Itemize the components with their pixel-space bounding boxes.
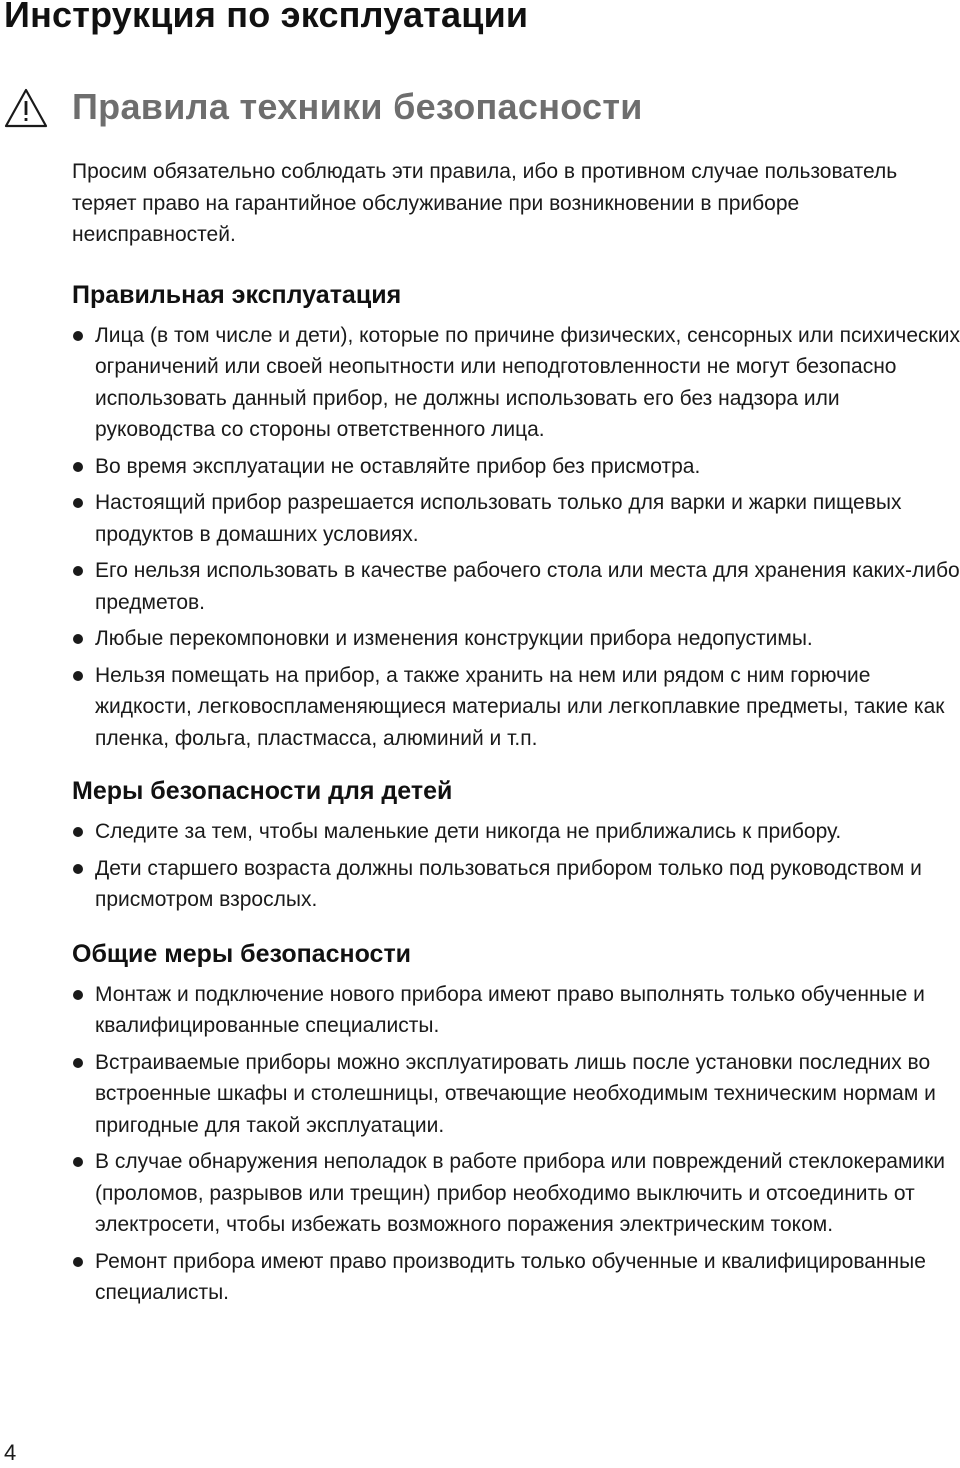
list-item	[72, 555, 960, 618]
page-number: 4	[4, 1440, 17, 1465]
list-item-text: Дети старшего возраста должны пользоваться прибором только под руководством и присмотром взрослых.	[95, 856, 922, 911]
list-item-text: Его нельзя использовать в качестве рабочего стола или места для хранения каких-либо предметов.	[95, 559, 960, 614]
section-title: Правила техники безопасности	[72, 86, 643, 127]
list-item-text: Монтаж и подключение нового прибора имеют право выполнять только обученные и квалифицированные специалисты.	[95, 982, 925, 1037]
list-item	[72, 853, 960, 916]
list-item	[72, 979, 960, 1042]
warning-triangle-icon	[4, 88, 48, 128]
bullet-icon	[73, 498, 83, 508]
bullet-icon	[73, 566, 83, 576]
list-item	[72, 320, 960, 446]
proper-use-list	[72, 320, 960, 755]
bullet-icon	[73, 1157, 83, 1167]
list-item	[72, 1146, 960, 1241]
list-item	[72, 816, 960, 848]
child-safety-list	[72, 816, 960, 916]
bullet-icon	[73, 1058, 83, 1068]
content	[72, 156, 960, 1314]
bullet-icon	[73, 990, 83, 1000]
list-item-text: Любые перекомпоновки и изменения конструкции прибора недопустимы.	[95, 627, 813, 650]
list-item	[72, 1246, 960, 1309]
list-item	[72, 487, 960, 550]
list-item-text: Во время эксплуатации не оставляйте прибор без присмотра.	[95, 454, 701, 478]
bullet-icon	[73, 462, 83, 472]
list-item-text: Встраиваемые приборы можно эксплуатировать лишь после установки последних во встроенные шкафы и столешницы, отвечающие необходимым техническим нормам и пригодные для такой эксплуатации.	[95, 1050, 936, 1137]
bullet-icon	[73, 864, 83, 874]
general-safety-list	[72, 979, 960, 1309]
list-item	[72, 660, 960, 755]
list-item-text: Следите за тем, чтобы маленькие дети никогда не приближались к прибору.	[95, 820, 842, 843]
bullet-icon	[73, 671, 83, 681]
list-item	[72, 623, 960, 655]
subheading-proper-use: Правильная эксплуатация	[72, 280, 402, 309]
bullet-icon	[73, 634, 83, 644]
list-item-text: В случае обнаружения неполадок в работе прибора или повреждений стеклокерамики (проломов, разрывов или трещин) прибор необходимо выключить и отсоединить от электросети, чтобы избежать возможного поражения электрическим током.	[95, 1150, 946, 1236]
subheading-child-safety: Меры безопасности для детей	[72, 777, 453, 805]
list-item	[72, 451, 960, 483]
list-item	[72, 1047, 960, 1142]
bullet-icon	[73, 331, 83, 341]
page-title: Инструкция по эксплуатации	[4, 0, 529, 35]
bullet-icon	[73, 1257, 83, 1267]
subheading-general-safety: Общие меры безопасности	[72, 939, 412, 968]
list-item-text: Ремонт прибора имеют право производить только обученные и квалифицированные специалисты.	[95, 1249, 926, 1304]
list-item-text: Настоящий прибор разрешается использовать только для варки и жарки пищевых продуктов в домашних условиях.	[95, 491, 902, 546]
bullet-icon	[73, 827, 83, 837]
list-item-text: Нельзя помещать на прибор, а также хранить на нем или рядом с ним горючие жидкости, легковоспламеняющиеся материалы или легкоплавкие предметы, такие как пленка, фольга, пластмасса, алюминий и т.п.	[95, 663, 945, 750]
intro-paragraph: Просим обязательно соблюдать эти правила, ибо в противном случае пользователь теряет право на гарантийное обслуживание при возникновении в приборе неисправностей.	[72, 160, 898, 246]
list-item-text: Лица (в том числе и дети), которые по причине физических, сенсорных или психических ограничений или своей неопытности или неподготовленности не могут безопасно использовать данный прибор, не должны использовать его без надзора или руководства со стороны ответственного лица.	[95, 323, 960, 441]
